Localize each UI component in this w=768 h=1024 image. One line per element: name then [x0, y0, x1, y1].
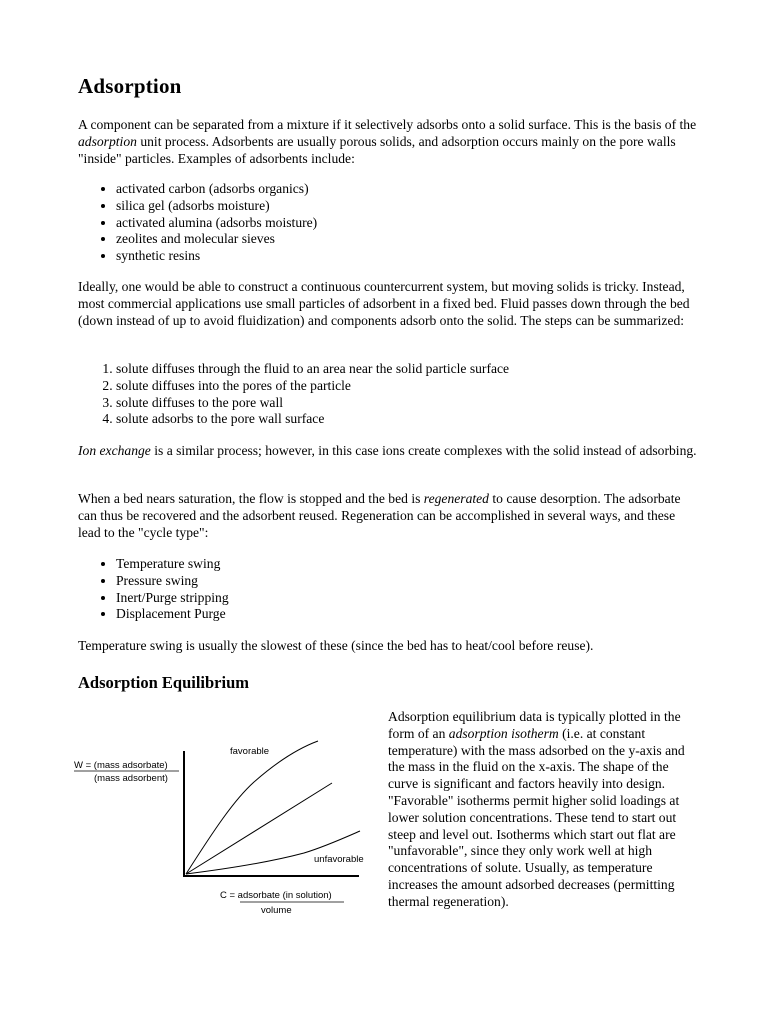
- list-item: • zeolites and molecular sieves: [116, 231, 696, 248]
- steps-list: [78, 361, 696, 428]
- adsorption-isotherm-term: adsorption isotherm: [448, 725, 559, 741]
- list-item: • synthetic resins: [116, 248, 696, 265]
- continuous-paragraph: Ideally, one would be able to construct a continuous countercurrent system, but moving solids is tricky. Instead, most commercial applications use small particles of adsorbent in a fixed bed. Fluid passes down through the bed (down instead of up to avoid fluidization) and components adsorb onto the solid. The steps can be summarized:: [78, 279, 690, 328]
- list-item: 2. solute diffuses into the pores of the particle: [116, 378, 696, 395]
- adsorbents-list: [78, 181, 696, 265]
- equilibrium-paragraph: Adsorption equilibrium data is typically plotted in the form of an adsorption isotherm (i.e. at constant temperature) with the mass adsorbed on the y-axis and the mass in the fluid on the x-axis. The shape of the curve is significant and factors heavily into design. "Favorable" isotherms permit higher solid loadings at lower solution concentrations. These tend to start out steep and level out. Isotherms which start out flat are "unfavorable", since they only work well at high concentrations of solute. Usually, as temperature increases the amount adsorbed decreases (permitting thermal regeneration).: [388, 709, 685, 909]
- equilibrium-heading: Adsorption Equilibrium: [78, 673, 250, 692]
- list-item: • silica gel (adsorbs moisture): [116, 198, 696, 215]
- x-axis-label-numerator: C = adsorbate (in solution): [220, 890, 332, 901]
- temperature-note: Temperature swing is usually the slowest of these (since the bed has to heat/cool before reuse).: [78, 638, 594, 653]
- linear-isotherm-line: [186, 783, 332, 874]
- regeneration-paragraph: When a bed nears saturation, the flow is stopped and the bed is regenerated to cause desorption. The adsorbate can thus be recovered and the adsorbent reused. Regeneration can be accomplished in several ways, and these lead to the "cycle type":: [78, 491, 681, 540]
- cycle-types-list: [78, 556, 696, 623]
- list-item: • Displacement Purge: [116, 606, 696, 623]
- list-item: • activated alumina (adsorbs moisture): [116, 215, 696, 232]
- regenerated-term: regenerated: [423, 491, 489, 506]
- list-item: 1. solute diffuses through the fluid to an area near the solid particle surface: [116, 361, 696, 378]
- x-axis-label-denominator: volume: [261, 905, 292, 916]
- list-item: • activated carbon (adsorbs organics): [116, 181, 696, 198]
- list-item: • Inert/Purge stripping: [116, 590, 696, 607]
- unfavorable-label: unfavorable: [314, 854, 364, 865]
- adsorption-term: adsorption: [78, 133, 137, 149]
- y-axis-label-numerator: W = (mass adsorbate): [74, 760, 168, 771]
- list-item: • Temperature swing: [116, 556, 696, 573]
- ion-exchange-term: Ion exchange: [78, 443, 151, 458]
- y-axis-label-denominator: (mass adsorbent): [94, 773, 168, 784]
- list-item: • Pressure swing: [116, 573, 696, 590]
- page-title: Adsorption: [78, 74, 182, 98]
- isotherm-figure: [74, 730, 384, 920]
- unfavorable-curve: [186, 831, 360, 874]
- isotherm-diagram: [74, 730, 384, 920]
- ion-exchange-paragraph: Ion exchange is a similar process; however, in this case ions create complexes with the solid instead of adsorbing.: [78, 443, 697, 458]
- list-item: 3. solute diffuses to the pore wall: [116, 395, 696, 412]
- list-item: 4. solute adsorbs to the pore wall surface: [116, 411, 696, 428]
- intro-paragraph: A component can be separated from a mixture if it selectively adsorbs onto a solid surface. This is the basis of the adsorption unit process. Adsorbents are usually porous solids, and adsorption occurs mainly on the pore walls "inside" particles. Examples of adsorbents include:: [78, 117, 697, 166]
- favorable-label: favorable: [230, 746, 270, 757]
